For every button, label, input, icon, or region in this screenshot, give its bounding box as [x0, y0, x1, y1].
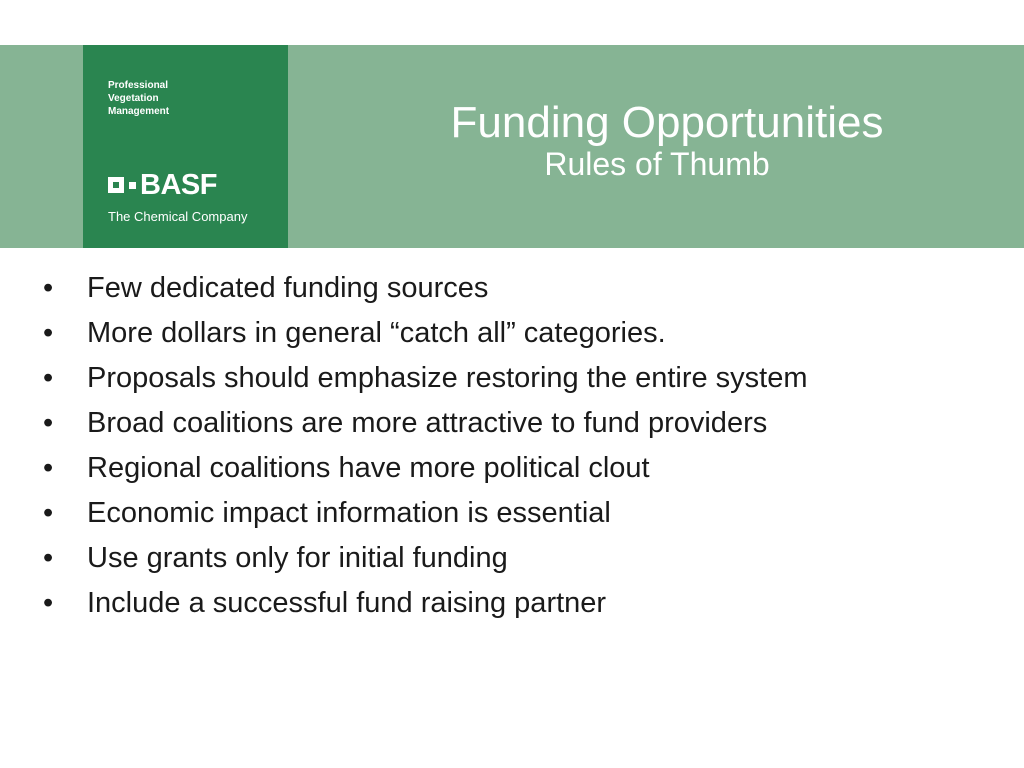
bullet-dot-icon: •: [43, 542, 54, 574]
bullet-text: Include a successful fund raising partner: [87, 587, 607, 619]
list-item: [40, 536, 808, 581]
bullet-dot-icon: •: [43, 272, 54, 304]
list-item: [40, 446, 808, 491]
bullet-text: Use grants only for initial funding: [87, 542, 508, 574]
bullet-text: Broad coalitions are more attractive to fund providers: [87, 407, 768, 439]
slide-title-block: [290, 97, 1024, 183]
basf-hollow-square-icon: [108, 177, 124, 193]
division-line: Vegetation: [108, 93, 159, 104]
bullet-dot-icon: •: [43, 452, 54, 484]
list-item: [40, 491, 808, 536]
bullet-dot-icon: •: [43, 407, 54, 439]
list-item: [40, 266, 808, 311]
list-item: [40, 401, 808, 446]
list-item: [40, 311, 808, 356]
division-line: Professional: [108, 80, 169, 91]
bullet-dot-icon: •: [43, 587, 54, 619]
bullet-text: Few dedicated funding sources: [87, 272, 489, 304]
division-name: [108, 79, 278, 118]
list-item: [40, 356, 808, 401]
list-item: [40, 581, 808, 626]
bullet-text: Proposals should emphasize restoring the entire system: [87, 362, 808, 394]
division-line: Management: [108, 106, 170, 117]
bullet-dot-icon: •: [43, 317, 54, 349]
bullet-text: Economic impact information is essential: [87, 497, 611, 529]
brand-name: BASF: [140, 169, 217, 201]
slide-title: Funding Opportunities: [450, 98, 884, 147]
basf-logo-panel: [83, 45, 288, 248]
brand-tagline: The Chemical Company: [108, 209, 248, 224]
bullet-text: Regional coalitions have more political clout: [87, 452, 650, 484]
slide-subtitle: Rules of Thumb: [544, 146, 770, 182]
basf-logo: [108, 171, 217, 199]
bullet-dot-icon: •: [43, 497, 54, 529]
basf-solid-square-icon: [129, 182, 136, 189]
bullet-text: More dollars in general “catch all” categories.: [87, 317, 666, 349]
bullet-list: [40, 266, 808, 626]
bullet-dot-icon: •: [43, 362, 54, 394]
